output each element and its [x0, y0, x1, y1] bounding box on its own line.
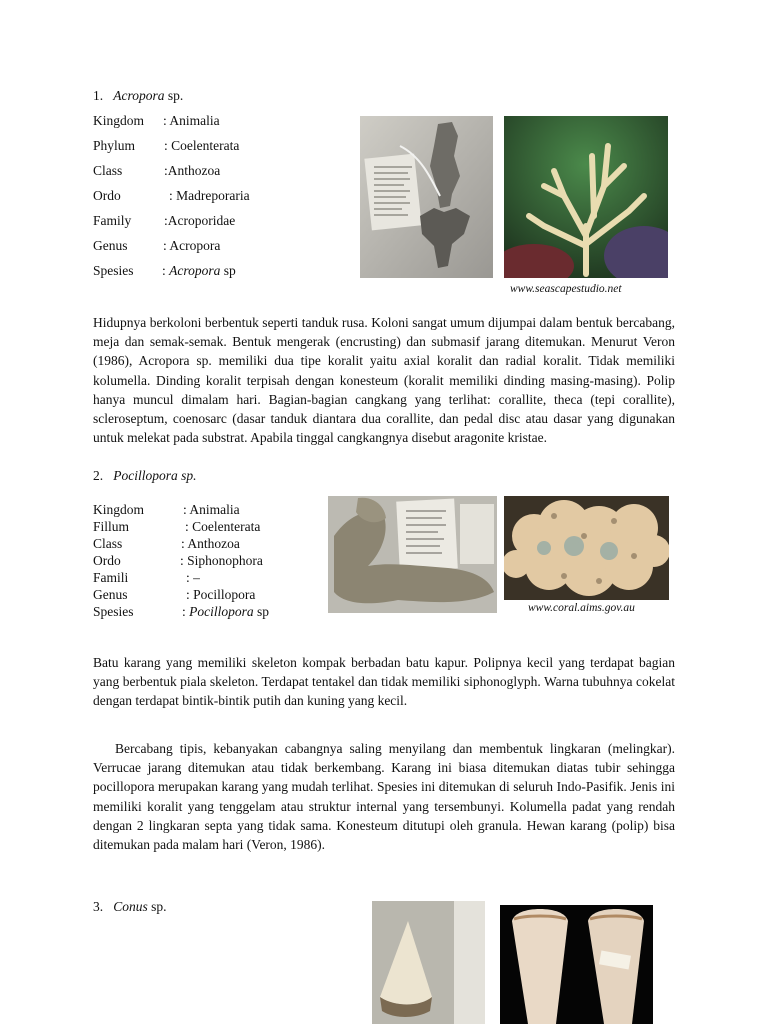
- section2-title: Pocillopora sp.: [113, 468, 197, 483]
- pocillopora-live-photo: [504, 496, 669, 600]
- taxonomy-row: [93, 552, 323, 569]
- taxonomy-colon: :: [182, 604, 186, 619]
- section1-genus: Acropora: [113, 88, 165, 103]
- taxonomy-value: : Animalia: [163, 113, 220, 128]
- taxonomy-value: : Acropora: [163, 238, 221, 253]
- section1-suffix: sp.: [167, 88, 184, 103]
- taxonomy-value: : Pocillopora: [186, 587, 256, 602]
- section1-number: 1.: [93, 88, 104, 103]
- taxonomy-value: : –: [186, 570, 200, 585]
- taxonomy-row: [93, 258, 353, 283]
- conus-specimen-photo: [372, 901, 485, 1024]
- section2-taxonomy: [93, 501, 323, 620]
- taxonomy-value: :Acroporidae: [164, 213, 236, 228]
- taxonomy-key: Class: [93, 536, 123, 551]
- taxonomy-key: Ordo: [93, 553, 121, 568]
- taxonomy-value: : Animalia: [183, 502, 240, 517]
- taxonomy-key: Phylum: [93, 138, 136, 153]
- taxonomy-row: [93, 208, 353, 233]
- taxonomy-key: Genus: [93, 587, 128, 602]
- taxonomy-row: [93, 569, 323, 586]
- section3-suffix: sp.: [151, 899, 167, 914]
- taxonomy-key: Kingdom: [93, 502, 145, 517]
- pocillopora-specimen-photo: [328, 496, 497, 613]
- conus-shells-photo: [500, 905, 653, 1024]
- taxonomy-colon: :: [162, 263, 166, 278]
- section2-image-caption: www.coral.aims.gov.au: [528, 602, 635, 614]
- acropora-live-photo: [504, 116, 668, 278]
- taxonomy-key: Fillum: [93, 519, 130, 534]
- section1-paragraph: Hidupnya berkoloni berbentuk seperti tanduk rusa. Koloni sangat umum dijumpai dalam bentuk bercabang, meja dan semak-semak. Bentuk mengerak (encrusting) dan submasif jarang ditemukan. Menurut Veron (1986), Acropora sp. memiliki dua tipe koralit yaitu axial koralit dan radial koralit. Tidak memiliki kolumella. Dinding koralit terpisah dengan konesteum (koralit memiliki dinding masing-masing). Polip hanya muncul dimalam hari. Bagian-bagian cangkang yang terlihat: corallite, theca (tepi corallite), scleroseptum, coenosarc (dasar tanduk diantara dua corallite, dan pedal disc atau dasar yang digunakan untuk melekat pada substrat. Apabila tinggal cangkangnya disebut aragonite kristae.: [93, 315, 675, 446]
- section2-paragraph-1: Batu karang yang memiliki skeleton kompak berbadan batu kapur. Polipnya kecil yang terdapat bagian yang berbentuk piala skeleton. Terdapat tentakel dan tidak memiliki siphonoglyph. Warna tubuhnya cokelat dengan terdapat bintik-bintik putih dan kuning yang kecil.: [93, 655, 675, 709]
- section1-heading: [93, 88, 183, 104]
- taxonomy-row: [93, 133, 353, 158]
- taxonomy-value: [182, 603, 269, 620]
- taxonomy-value: : Siphonophora: [180, 553, 263, 568]
- taxonomy-value: : Madreporaria: [169, 188, 250, 203]
- taxonomy-row: [93, 158, 353, 183]
- taxonomy-italic: Pocillopora: [189, 604, 254, 619]
- taxonomy-key: Class: [93, 163, 123, 178]
- taxonomy-row: [93, 535, 323, 552]
- taxonomy-key: Ordo: [93, 188, 121, 203]
- taxonomy-key: Spesies: [93, 263, 134, 278]
- section3-number: 3.: [93, 899, 104, 914]
- taxonomy-value: [162, 258, 236, 283]
- taxonomy-key: Family: [93, 213, 132, 228]
- taxonomy-row: [93, 518, 323, 535]
- section1-image-caption: www.seascapestudio.net: [510, 283, 622, 295]
- section1-taxonomy: [93, 108, 353, 283]
- section3-genus: Conus: [113, 899, 148, 914]
- section2-paragraph-2: Bercabang tipis, kebanyakan cabangnya saling menyilang dan membentuk lingkaran (melingkar). Verrucae jarang ditemukan atau tidak berkembang. Karang ini biasa ditemukan diatas tubir sehingga pocillopora merupakan karang yang mudah terlihat. Spesies ini ditemukan di seluruh Indo-Pasifik. Jenis ini memiliki koralit yang tenggelam atau struktur internal yang tersembunyi. Kolumella padat yang rendah dengan 2 lingkaran septa yang tidak sama. Konesteum ditutupi oleh granula. Hewan karang (polip) bisa ditemukan pada malam hari (Veron, 1986).: [93, 741, 675, 853]
- taxonomy-key: Genus: [93, 238, 128, 253]
- taxonomy-key: Kingdom: [93, 113, 145, 128]
- section2-number: 2.: [93, 468, 104, 483]
- acropora-specimen-photo: [360, 116, 493, 278]
- taxonomy-suffix: sp: [223, 263, 236, 278]
- taxonomy-row: [93, 183, 353, 208]
- taxonomy-italic: Acropora: [169, 263, 221, 278]
- section3-heading: [93, 899, 167, 915]
- taxonomy-value: :Anthozoa: [164, 163, 221, 178]
- taxonomy-row: [93, 501, 323, 518]
- section2-heading: [93, 468, 197, 484]
- taxonomy-value: : Coelenterata: [164, 138, 240, 153]
- taxonomy-row: [93, 108, 353, 133]
- taxonomy-row: [93, 603, 323, 620]
- taxonomy-row: [93, 586, 323, 603]
- taxonomy-value: : Anthozoa: [181, 536, 240, 551]
- taxonomy-value: : Coelenterata: [185, 519, 261, 534]
- taxonomy-suffix: sp: [257, 604, 270, 619]
- taxonomy-key: Famili: [93, 570, 129, 585]
- taxonomy-key: Spesies: [93, 604, 134, 619]
- taxonomy-row: [93, 233, 353, 258]
